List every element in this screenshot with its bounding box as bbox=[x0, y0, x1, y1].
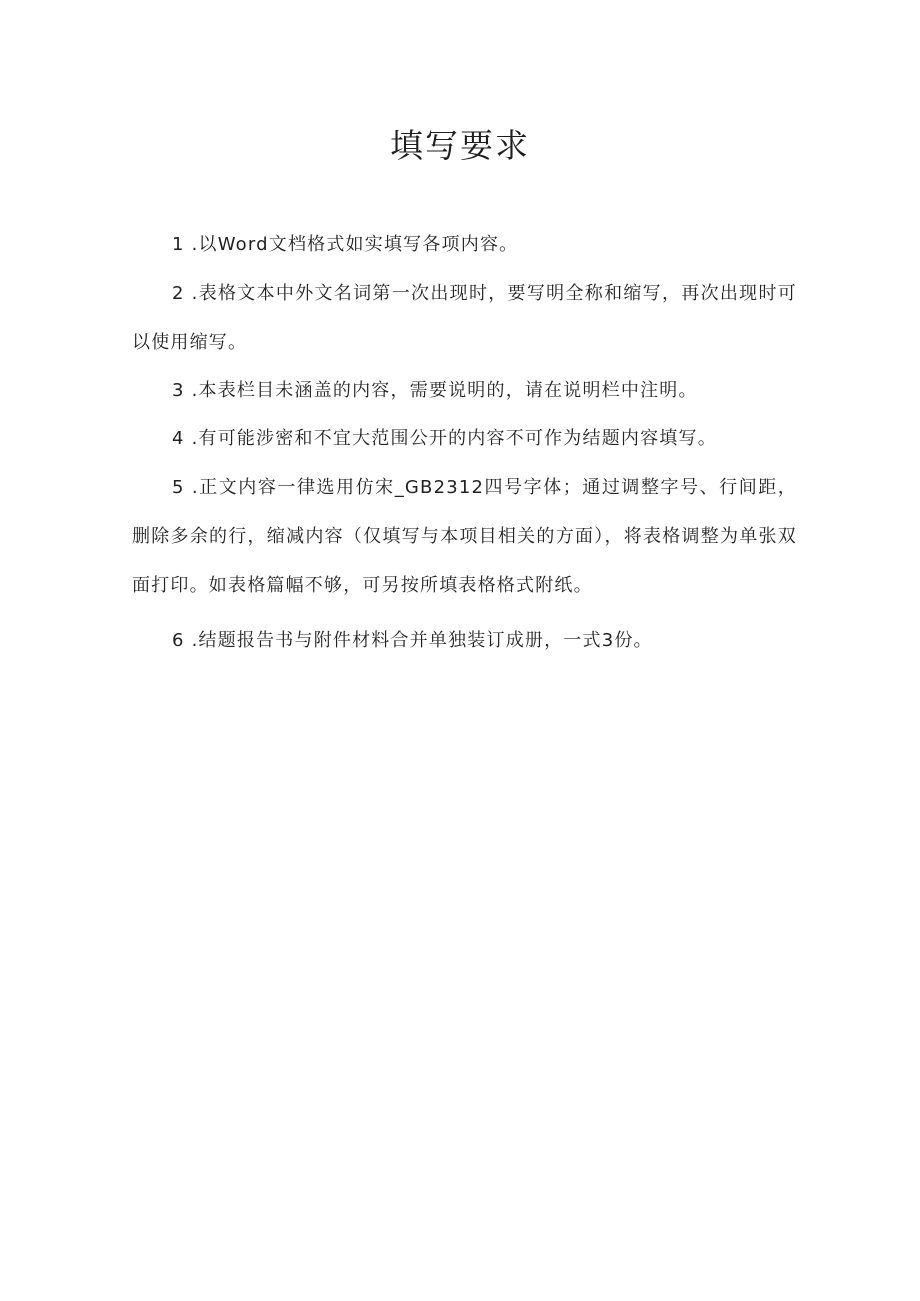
requirement-item-3: 3 .本表栏目未涵盖的内容，需要说明的，请在说明栏中注明。 bbox=[172, 380, 698, 401]
requirement-item-2: 2 .表格文本中外文名词第一次出现时，要写明全称和缩写，再次出现时可以使用缩写。 bbox=[132, 283, 797, 353]
requirement-item-1: 1 .以Word文档格式如实填写各项内容。 bbox=[172, 234, 519, 255]
requirement-item-6: 6 .结题报告书与附件材料合并单独装订成册，一式3份。 bbox=[172, 630, 653, 651]
requirement-item-4: 4 .有可能涉密和不宜大范围公开的内容不可作为结题内容填写。 bbox=[172, 428, 717, 449]
page-title: 填写要求 bbox=[390, 126, 530, 165]
requirement-item-5: 5 .正文内容一律选用仿宋_GB2312四号字体；通过调整字号、行间距，删除多余的行，缩减内容（仅填写与本项目相关的方面），将表格调整为单张双面打印。如表格篇幅不够，可另按所填表格格式附纸。 bbox=[132, 477, 797, 596]
